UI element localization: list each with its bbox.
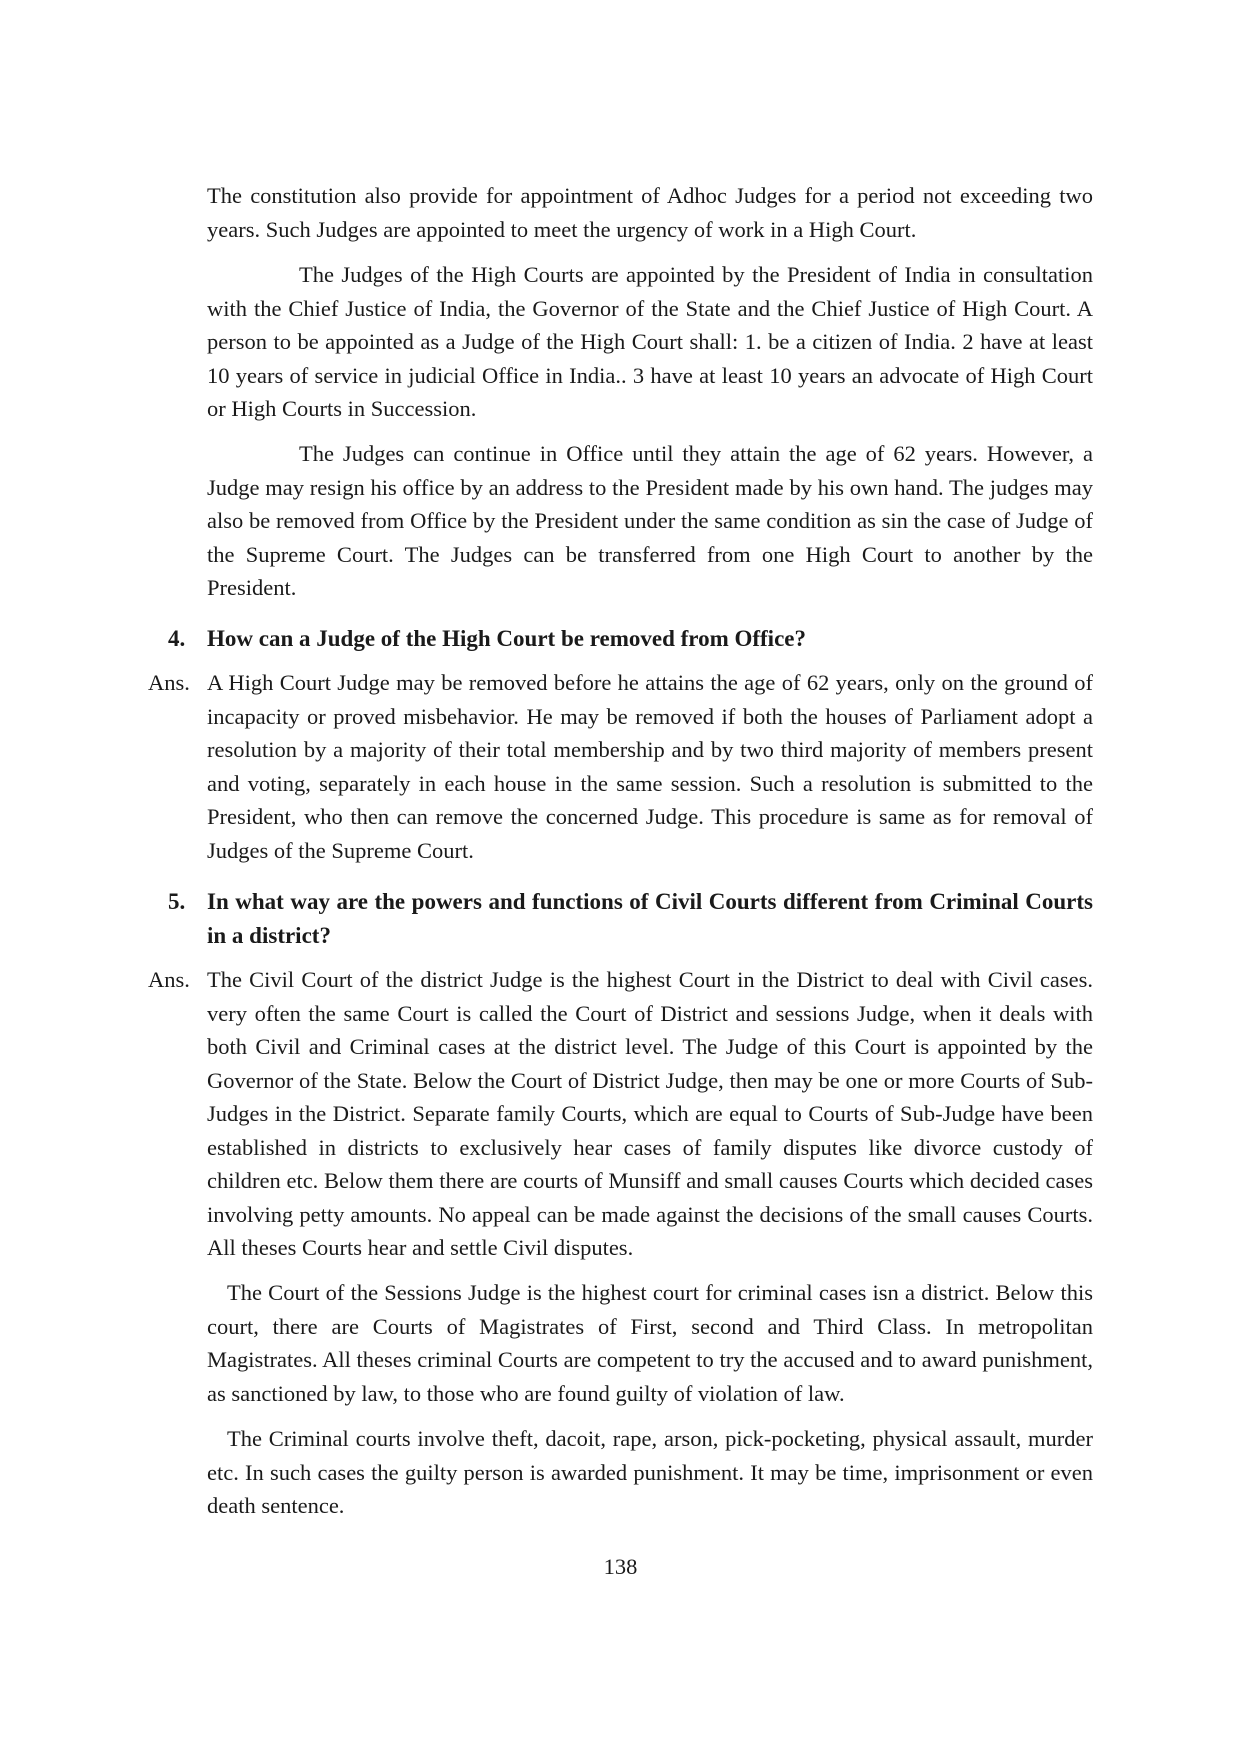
question-5-text: In what way are the powers and functions of Civil Courts different from Criminal Courts in a district? [207,889,1093,948]
answer-4-label: Ans. [148,670,190,695]
answer-5-text: The Civil Court of the district Judge is the highest Court in the District to deal with Civil cases. very often the same Court is called the Court of District and sessions Judge, when it deals with both Civil and Criminal cases at the district level. The Judge of this Court is appointed by the Governor of the State. Below the Court of District Judge, then may be one or more Courts of Sub-Judges in the District. Separate family Courts, which are equal to Courts of Sub-Judge have been established in districts to exclusively hear cases of family disputes like divorce custody of children etc. Below them there are courts of Munsiff and small causes Courts which decided cases involving petty amounts. No appeal can be made against the decisions of the small causes Courts. All theses Courts hear and settle Civil disputes. [207,967,1093,1260]
paragraph-adhoc-judges: The constitution also provide for appointment of Adhoc Judges for a period not exceeding two years. Such Judges are appointed to meet the urgency of work in a High Court. [207,183,1093,242]
paragraph-appointment-of-judges: The Judges of the High Courts are appointed by the President of India in consultation with the Chief Justice of India, the Governor of the State and the Chief Justice of High Court. A person to be appointed as a Judge of the High Court shall: 1. be a citizen of India. 2 have at least 10 years of service in judicial Office in India.. 3 have at least 10 years an advocate of High Court or High Courts in Succession. [207,262,1093,421]
paragraph-tenure-of-judges: The Judges can continue in Office until they attain the age of 62 years. However, a Judge may resign his office by an address to the President made by his own hand. The judges may also be removed from Office by the President under the same condition as sin the case of Judge of the Supreme Court. The Judges can be transferred from one High Court to another by the President. [207,441,1093,600]
question-5-number: 5. [168,889,186,914]
page-number: 138 [603,1554,638,1579]
paragraph-criminal-cases: The Criminal courts involve theft, dacoit, rape, arson, pick-pocketing, physical assault, murder etc. In such cases the guilty person is awarded punishment. It may be time, imprisonment or even death sentence. [207,1426,1093,1518]
question-4-number: 4. [168,626,186,651]
paragraph-sessions-court: The Court of the Sessions Judge is the highest court for criminal cases isn a district. Below this court, there are Courts of Magistrates of First, second and Third Class. In metropolitan Magistrates. All theses criminal Courts are competent to try the accused and to award punishment, as sanctioned by law, to those who are found guilty of violation of law. [207,1280,1093,1406]
answer-4-text: A High Court Judge may be removed before he attains the age of 62 years, only on the ground of incapacity or proved misbehavior. He may be removed if both the houses of Parliament adopt a resolution by a majority of their total membership and by two third majority of members present and voting, separately in each house in the same session. Such a resolution is submitted to the President, who then can remove the concerned Judge. This procedure is same as for removal of Judges of the Supreme Court. [207,670,1093,863]
question-4-text: How can a Judge of the High Court be removed from Office? [207,626,806,651]
answer-5-label: Ans. [148,967,190,992]
